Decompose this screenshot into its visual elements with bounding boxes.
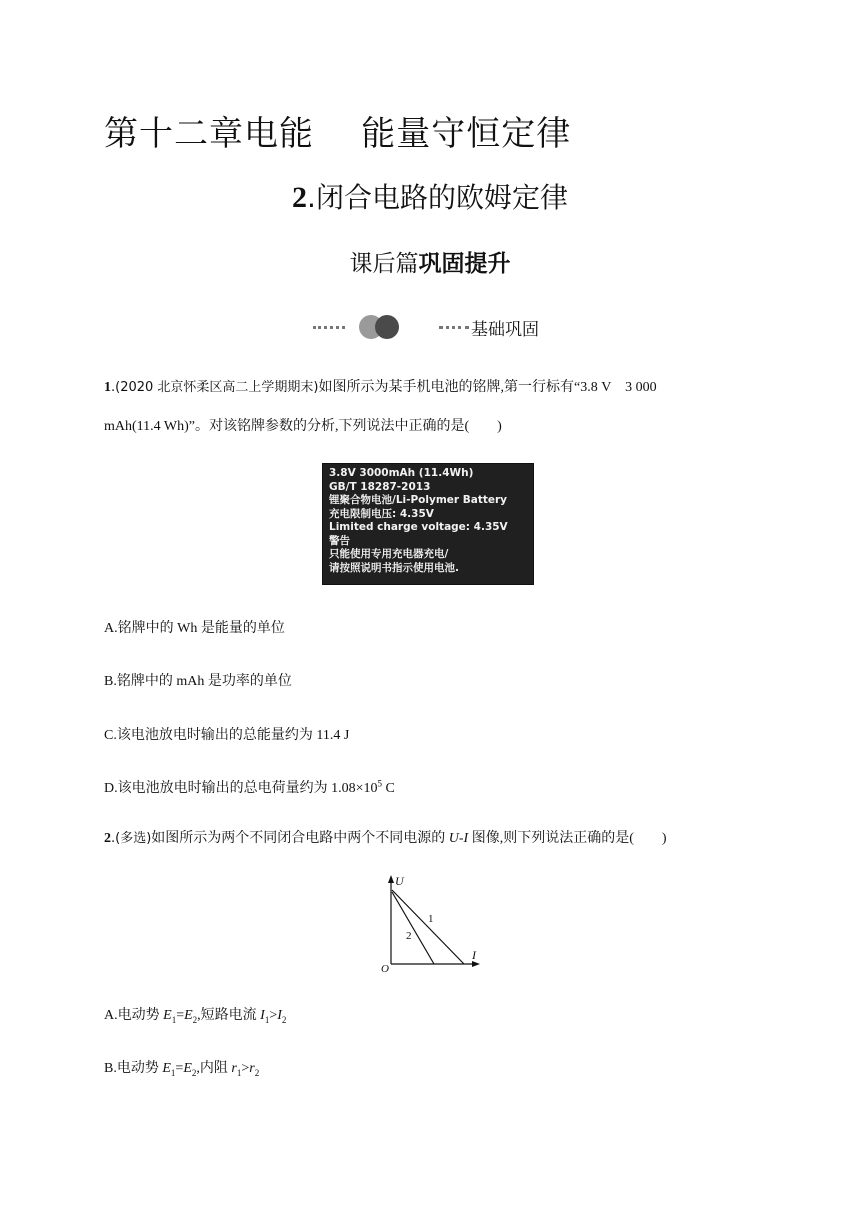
q2-stem	[104, 832, 744, 846]
u-axis-arrow	[388, 875, 394, 883]
subtitle-light: 课后篇	[349, 251, 419, 277]
equals-sign: =	[175, 1061, 184, 1076]
u-i-graph	[376, 872, 486, 978]
q2-option-a[interactable]	[104, 1004, 286, 1025]
q1-text-line1: 如图所示为某手机电池的铭牌,第一行标有“3.8 V 3 000	[318, 380, 657, 395]
q2-number: 2	[104, 831, 111, 846]
nameplate-line: 充电限制电压: 4.35V	[329, 507, 434, 520]
q1-source: .(2020 北京怀柔区高二上学期期末)	[111, 380, 319, 395]
dotted-line-left	[313, 326, 345, 329]
divider-label: 基础巩固	[471, 319, 539, 340]
origin-label: O	[381, 963, 389, 975]
resistance-symbol: r	[249, 1061, 255, 1076]
line-2-label: 2	[406, 930, 412, 942]
q1-line1	[104, 381, 744, 395]
battery-nameplate-image	[322, 463, 534, 585]
subscript: 2	[281, 1014, 287, 1025]
graph-line-2	[392, 892, 434, 964]
u-axis-label: U	[395, 874, 404, 888]
q1-option-b[interactable]: B.铭牌中的 mAh 是功率的单位	[104, 674, 292, 689]
line-1-label: 1	[428, 913, 434, 925]
i-axis-label: I	[472, 948, 476, 962]
q1-option-c[interactable]: C.该电池放电时输出的总能量约为 11.4 J	[104, 728, 350, 743]
greater-than-sign: >	[269, 1008, 278, 1023]
resistance-symbol: r	[231, 1061, 237, 1076]
nameplate-line: 警告	[329, 534, 350, 547]
section-divider	[313, 312, 539, 342]
emblem-circle-dark	[375, 315, 399, 339]
subtitle	[0, 245, 860, 278]
q2-option-b[interactable]	[104, 1057, 259, 1078]
current-symbol: I	[260, 1008, 265, 1023]
nameplate-line: 锂聚合物电池/Li-Polymer Battery	[329, 494, 508, 506]
q2-option-a-mid: ,短路电流	[197, 1008, 261, 1023]
subtitle-bold: 巩固提升	[418, 251, 511, 277]
nameplate-line: 3.8V 3000mAh (11.4Wh)	[329, 467, 474, 479]
subscript: 2	[191, 1067, 197, 1078]
subscript: 1	[170, 1067, 176, 1078]
equals-sign: =	[176, 1008, 185, 1023]
q2-text-before: 如图所示为两个不同闭合电路中两个不同电源的	[151, 831, 449, 846]
q2-option-a-prefix: A.电动势	[104, 1008, 164, 1023]
subscript: 2	[254, 1067, 260, 1078]
q1-line2: mAh(11.4 Wh)”。对该铭牌参数的分析,下列说法中正确的是( )	[104, 419, 502, 434]
q2-prefix: .(多选)	[111, 831, 152, 846]
subscript: 1	[236, 1067, 242, 1078]
q1-number: 1	[104, 380, 111, 395]
q1-option-d[interactable]	[104, 777, 395, 797]
subscript: 2	[192, 1014, 198, 1025]
q1-option-d-text: D.该电池放电时输出的总电荷量约为 1.08×10	[104, 781, 378, 796]
chapter-title: 第十二章电能 能量守恒定律	[104, 114, 572, 154]
nameplate-line: GB/T 18287-2013	[329, 480, 431, 493]
emf-symbol: E	[184, 1008, 193, 1023]
section-title	[0, 176, 860, 216]
emf-symbol: E	[163, 1008, 172, 1023]
current-symbol: I	[277, 1008, 282, 1023]
greater-than-sign: >	[241, 1061, 250, 1076]
two-overlapping-circles-icon	[355, 313, 405, 341]
subscript: 1	[171, 1014, 177, 1025]
nameplate-line: 只能使用专用充电器充电/	[329, 548, 449, 560]
q1-option-d-unit: C	[382, 781, 395, 796]
q2-option-b-prefix: B.电动势	[104, 1061, 163, 1076]
nameplate-line: 请按照说明书指示使用电池.	[329, 561, 459, 574]
q2-text-italic: U-I	[448, 831, 469, 846]
section-title-text: .闭合电路的欧姆定律	[307, 181, 568, 214]
q2-text-after: 图像,则下列说法正确的是( )	[468, 831, 667, 846]
q1-option-a[interactable]: A.铭牌中的 Wh 是能量的单位	[104, 621, 285, 636]
q1-option-d-exponent: 5	[377, 778, 383, 789]
q2-option-b-mid: ,内阻	[196, 1061, 232, 1076]
emf-symbol: E	[183, 1061, 192, 1076]
nameplate-line: Limited charge voltage: 4.35V	[329, 521, 508, 533]
dotted-line-right	[439, 326, 469, 329]
section-number: 2	[292, 181, 308, 214]
subscript: 1	[264, 1014, 270, 1025]
emf-symbol: E	[162, 1061, 171, 1076]
